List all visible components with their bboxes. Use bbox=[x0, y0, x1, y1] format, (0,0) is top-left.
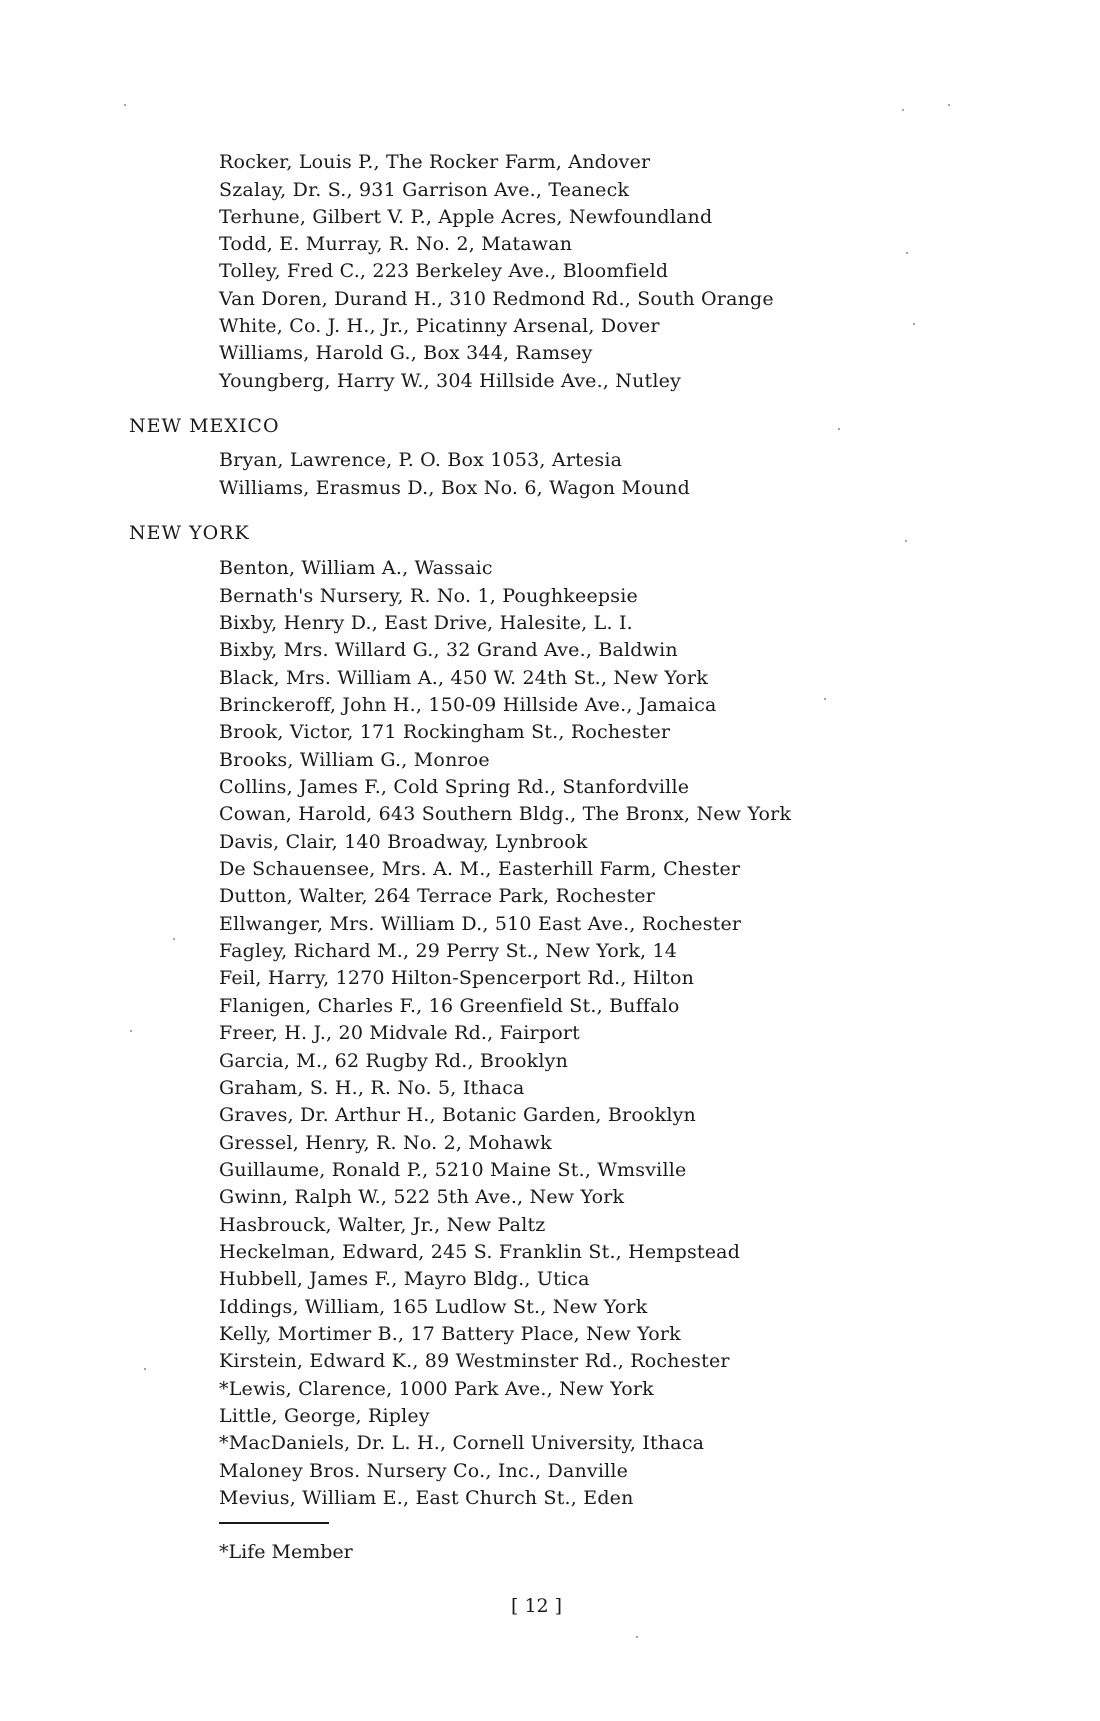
page-number: [ 12 ] bbox=[511, 1595, 563, 1617]
member-entry: Cowan, Harold, 643 Southern Bldg., The Bronx, New York bbox=[219, 803, 792, 825]
member-entry: Youngberg, Harry W., 304 Hillside Ave., Nutley bbox=[219, 370, 682, 392]
member-entry: Brook, Victor, 171 Rockingham St., Rochester bbox=[219, 721, 671, 743]
member-entry: Brooks, William G., Monroe bbox=[219, 749, 490, 771]
member-entry: Hasbrouck, Walter, Jr., New Paltz bbox=[219, 1214, 546, 1236]
member-entry: Gwinn, Ralph W., 522 5th Ave., New York bbox=[219, 1186, 625, 1208]
member-entry: Maloney Bros. Nursery Co., Inc., Danville bbox=[219, 1460, 629, 1482]
member-entry: Williams, Erasmus D., Box No. 6, Wagon Mound bbox=[219, 477, 690, 499]
state-heading: NEW MEXICO bbox=[129, 415, 280, 437]
member-entry: Davis, Clair, 140 Broadway, Lynbrook bbox=[219, 831, 588, 853]
member-entry: Graham, S. H., R. No. 5, Ithaca bbox=[219, 1077, 525, 1099]
scan-speck bbox=[948, 104, 950, 106]
member-entry: Freer, H. J., 20 Midvale Rd., Fairport bbox=[219, 1022, 580, 1044]
scan-speck bbox=[124, 104, 126, 106]
member-entry: Gressel, Henry, R. No. 2, Mohawk bbox=[219, 1132, 552, 1154]
footnote-rule bbox=[219, 1522, 329, 1524]
member-entry: Collins, James F., Cold Spring Rd., Stanfordville bbox=[219, 776, 690, 798]
member-entry: Dutton, Walter, 264 Terrace Park, Rochester bbox=[219, 885, 656, 907]
member-entry: Brinckeroff, John H., 150-09 Hillside Ave., Jamaica bbox=[219, 694, 717, 716]
member-entry: Williams, Harold G., Box 344, Ramsey bbox=[219, 342, 593, 364]
member-entry: Little, George, Ripley bbox=[219, 1405, 430, 1427]
member-entry: Bryan, Lawrence, P. O. Box 1053, Artesia bbox=[219, 449, 623, 471]
scan-speck bbox=[906, 252, 908, 254]
member-entry: *MacDaniels, Dr. L. H., Cornell University, Ithaca bbox=[219, 1432, 705, 1454]
scan-speck bbox=[902, 109, 904, 111]
member-entry: Bixby, Mrs. Willard G., 32 Grand Ave., Baldwin bbox=[219, 639, 678, 661]
member-entry: Iddings, William, 165 Ludlow St., New York bbox=[219, 1296, 648, 1318]
member-entry: Guillaume, Ronald P., 5210 Maine St., Wmsville bbox=[219, 1159, 687, 1181]
member-entry: *Lewis, Clarence, 1000 Park Ave., New York bbox=[219, 1378, 654, 1400]
member-entry: Mevius, William E., East Church St., Eden bbox=[219, 1487, 634, 1509]
member-entry: Bixby, Henry D., East Drive, Halesite, L. I. bbox=[219, 612, 633, 634]
member-entry: Bernath's Nursery, R. No. 1, Poughkeepsie bbox=[219, 585, 638, 607]
scan-speck bbox=[838, 428, 840, 430]
member-entry: Fagley, Richard M., 29 Perry St., New York, 14 bbox=[219, 940, 678, 962]
member-entry: Ellwanger, Mrs. William D., 510 East Ave., Rochester bbox=[219, 913, 742, 935]
member-entry: Black, Mrs. William A., 450 W. 24th St., New York bbox=[219, 667, 709, 689]
member-entry: Graves, Dr. Arthur H., Botanic Garden, Brooklyn bbox=[219, 1104, 696, 1126]
scan-speck bbox=[824, 698, 826, 700]
member-entry: De Schauensee, Mrs. A. M., Easterhill Farm, Chester bbox=[219, 858, 741, 880]
member-entry: Van Doren, Durand H., 310 Redmond Rd., South Orange bbox=[219, 288, 774, 310]
member-entry: Kirstein, Edward K., 89 Westminster Rd., Rochester bbox=[219, 1350, 730, 1372]
member-entry: Terhune, Gilbert V. P., Apple Acres, Newfoundland bbox=[219, 206, 713, 228]
member-entry: Heckelman, Edward, 245 S. Franklin St., Hempstead bbox=[219, 1241, 741, 1263]
state-heading: NEW YORK bbox=[129, 522, 250, 544]
member-entry: Garcia, M., 62 Rugby Rd., Brooklyn bbox=[219, 1050, 569, 1072]
scan-speck bbox=[913, 323, 915, 325]
member-entry: Hubbell, James F., Mayro Bldg., Utica bbox=[219, 1268, 590, 1290]
member-entry: Tolley, Fred C., 223 Berkeley Ave., Bloomfield bbox=[219, 260, 669, 282]
scan-speck bbox=[636, 1636, 638, 1638]
member-entry: White, Co. J. H., Jr., Picatinny Arsenal, Dover bbox=[219, 315, 660, 337]
member-entry: Feil, Harry, 1270 Hilton-Spencerport Rd., Hilton bbox=[219, 967, 695, 989]
member-entry: Benton, William A., Wassaic bbox=[219, 557, 493, 579]
member-entry: Rocker, Louis P., The Rocker Farm, Andover bbox=[219, 151, 651, 173]
member-entry: Todd, E. Murray, R. No. 2, Matawan bbox=[219, 233, 573, 255]
scan-speck bbox=[905, 540, 907, 542]
footnote: *Life Member bbox=[219, 1541, 353, 1563]
scan-speck bbox=[130, 1030, 132, 1032]
member-entry: Szalay, Dr. S., 931 Garrison Ave., Teaneck bbox=[219, 179, 630, 201]
scan-speck bbox=[144, 1368, 146, 1370]
member-entry: Kelly, Mortimer B., 17 Battery Place, New York bbox=[219, 1323, 681, 1345]
scan-speck bbox=[173, 938, 175, 940]
member-entry: Flanigen, Charles F., 16 Greenfield St., Buffalo bbox=[219, 995, 680, 1017]
